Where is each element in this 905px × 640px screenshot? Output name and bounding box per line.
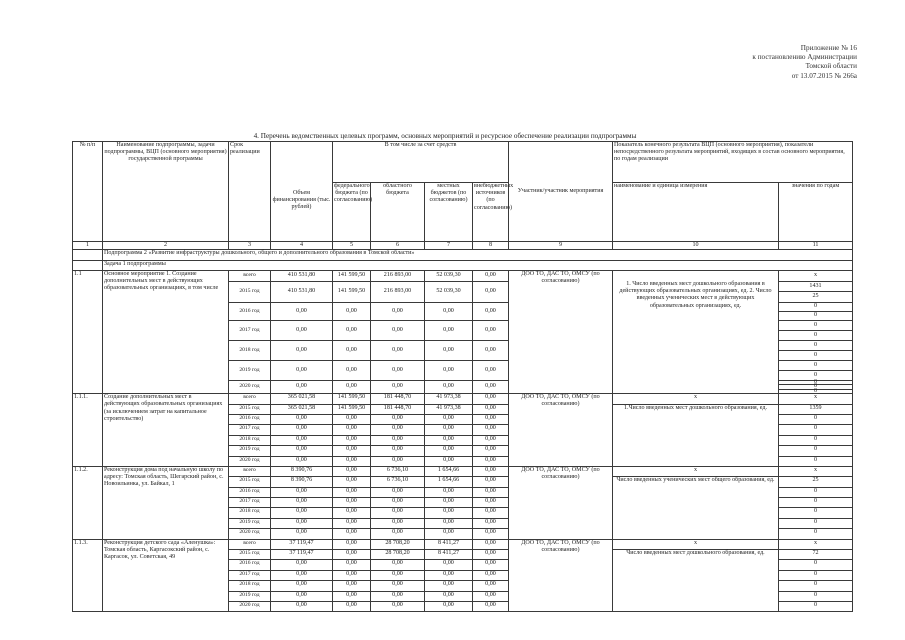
participant: ДОО ТО, ДАС ТО, ОМСУ (по согласованию) xyxy=(509,466,613,539)
period: 2020 год xyxy=(229,380,271,393)
extra-amount: 0,00 xyxy=(473,560,509,570)
header-ext: внебюджетных источников (по согласованию) xyxy=(473,183,509,242)
local-amount: 1 654,66 xyxy=(425,477,473,487)
regional-amount: 0,00 xyxy=(371,360,425,380)
appendix-line: к постановлению Администрации xyxy=(752,53,857,62)
federal-amount: 141 599,50 xyxy=(333,270,371,281)
extra-amount: 0,00 xyxy=(473,320,509,340)
extra-amount: 0,00 xyxy=(473,302,509,320)
federal-amount: 0,00 xyxy=(333,320,371,340)
regional-amount: 0,00 xyxy=(371,414,425,424)
indicator-value: 0 xyxy=(779,385,852,389)
indicator-value: 0 xyxy=(779,560,853,570)
local-amount: 0,00 xyxy=(425,518,473,528)
item-name: Создание дополнительных мест в действующих образовательных организациях (за исключением затрат на капитальное строительство) xyxy=(103,394,229,467)
program-table xyxy=(72,141,853,612)
total-amount: 0,00 xyxy=(271,560,333,570)
local-amount: 8 411,27 xyxy=(425,550,473,560)
header-total: Объем финансирования (тыс. рублей) xyxy=(271,142,333,242)
period: всего xyxy=(229,539,271,549)
header-fed: федерального бюджета (по согласованию) xyxy=(333,183,371,242)
period: 2015 год xyxy=(229,404,271,414)
indicator-value: 0 xyxy=(779,529,853,539)
regional-amount: 0,00 xyxy=(371,581,425,591)
period: 2018 год xyxy=(229,435,271,445)
period: 2018 год xyxy=(229,340,271,360)
regional-amount: 216 893,00 xyxy=(371,270,425,281)
regional-amount: 181 448,70 xyxy=(371,404,425,414)
total-amount: 0,00 xyxy=(271,508,333,518)
period: 2020 год xyxy=(229,456,271,466)
extra-amount: 0,00 xyxy=(473,508,509,518)
total-amount: 8 390,76 xyxy=(271,477,333,487)
total-amount: 0,00 xyxy=(271,601,333,611)
local-amount: 0,00 xyxy=(425,380,473,393)
total-amount: 0,00 xyxy=(271,380,333,393)
period: 2017 год xyxy=(229,320,271,340)
column-number: 7 xyxy=(425,242,473,250)
period: всего xyxy=(229,394,271,404)
appendix-line: Томской области xyxy=(805,62,857,71)
indicator-value: 0 xyxy=(779,601,853,611)
total-amount: 0,00 xyxy=(271,591,333,601)
local-amount: 0,00 xyxy=(425,601,473,611)
total-amount: 365 021,58 xyxy=(271,394,333,404)
regional-amount: 28 708,20 xyxy=(371,550,425,560)
column-number: 1 xyxy=(73,242,103,250)
indicator-x-cell: x xyxy=(613,466,779,476)
empty-cell xyxy=(73,250,103,260)
block-item-1-1-3 xyxy=(73,539,853,612)
period: 2018 год xyxy=(229,581,271,591)
regional-amount: 216 893,00 xyxy=(371,281,425,302)
column-number: 11 xyxy=(779,242,853,250)
local-amount: 0,00 xyxy=(425,425,473,435)
column-number: 10 xyxy=(613,242,779,250)
federal-amount: 0,00 xyxy=(333,425,371,435)
indicator-value: 1359 xyxy=(779,404,853,414)
period: 2019 год xyxy=(229,591,271,601)
item-number: 1.1.1. xyxy=(73,394,103,467)
federal-amount: 0,00 xyxy=(333,360,371,380)
regional-amount: 0,00 xyxy=(371,518,425,528)
total-amount: 8 390,76 xyxy=(271,466,333,476)
federal-amount: 0,00 xyxy=(333,601,371,611)
regional-amount: 0,00 xyxy=(371,560,425,570)
local-amount: 0,00 xyxy=(425,435,473,445)
indicator-value: 0 xyxy=(779,361,852,371)
header-values: значения по годам xyxy=(779,183,853,242)
federal-amount: 0,00 xyxy=(333,508,371,518)
indicator-value: 0 xyxy=(813,311,818,318)
document-title: 4. Перечень ведомственных целевых программ, основных мероприятий и ресурсное обеспечение реализации подпрограммы xyxy=(253,132,637,140)
item-number: 1.1.3. xyxy=(73,539,103,612)
indicator: 1.Число введенных мест дошкольного образования, ед. xyxy=(613,404,779,466)
total-amount: 0,00 xyxy=(271,581,333,591)
column-numbers-row xyxy=(73,242,853,250)
total-amount: 0,00 xyxy=(271,340,333,360)
indicator-value: 0 xyxy=(813,387,818,394)
item-number: 1.1 xyxy=(73,270,103,393)
local-amount: 0,00 xyxy=(425,487,473,497)
column-number: 5 xyxy=(333,242,371,250)
period: 2017 год xyxy=(229,498,271,508)
total-amount: 0,00 xyxy=(271,425,333,435)
regional-amount: 0,00 xyxy=(371,591,425,601)
extra-amount: 0,00 xyxy=(473,498,509,508)
regional-amount: 0,00 xyxy=(371,487,425,497)
item-name: Основное мероприятие 1. Создание дополнительных мест в действующих образовательных организациях, в том числе xyxy=(103,270,229,393)
appendix-line: Приложение № 16 xyxy=(800,44,857,52)
indicator-value: x xyxy=(779,539,853,549)
local-amount: 41 973,38 xyxy=(425,394,473,404)
period: 2016 год xyxy=(229,560,271,570)
header-row xyxy=(73,142,853,183)
local-amount: 52 039,30 xyxy=(425,281,473,302)
indicator-value: 1431 xyxy=(779,282,852,292)
extra-amount: 0,00 xyxy=(473,570,509,580)
federal-amount: 0,00 xyxy=(333,435,371,445)
extra-amount: 0,00 xyxy=(473,591,509,601)
column-number: 9 xyxy=(509,242,613,250)
values-cell xyxy=(779,380,853,393)
total-amount: 37 119,47 xyxy=(271,539,333,549)
regional-amount: 0,00 xyxy=(371,302,425,320)
total-amount: 410 531,80 xyxy=(271,270,333,281)
values-cell xyxy=(779,270,853,281)
empty-cell xyxy=(73,260,103,270)
federal-amount: 141 599,50 xyxy=(333,404,371,414)
column-number: 8 xyxy=(473,242,509,250)
total-amount: 37 119,47 xyxy=(271,550,333,560)
local-amount: 0,00 xyxy=(425,446,473,456)
federal-amount: 0,00 xyxy=(333,498,371,508)
federal-amount: 0,00 xyxy=(333,340,371,360)
values-cell xyxy=(779,360,853,380)
total-amount: 365 021,58 xyxy=(271,404,333,414)
federal-amount: 0,00 xyxy=(333,414,371,424)
local-amount: 52 039,30 xyxy=(425,270,473,281)
federal-amount: 0,00 xyxy=(333,487,371,497)
appendix-line: от 13.07.2015 № 266а xyxy=(791,71,857,80)
total-amount: 410 531,80 xyxy=(271,281,333,302)
regional-amount: 0,00 xyxy=(371,425,425,435)
period: 2019 год xyxy=(229,518,271,528)
item-number: 1.1.2. xyxy=(73,466,103,539)
column-number: 4 xyxy=(271,242,333,250)
regional-amount: 0,00 xyxy=(371,435,425,445)
local-amount: 0,00 xyxy=(425,456,473,466)
indicator-value: 0 xyxy=(779,381,852,385)
period: 2015 год xyxy=(229,550,271,560)
local-amount: 0,00 xyxy=(425,320,473,340)
column-number: 2 xyxy=(103,242,229,250)
indicator-value: 25 xyxy=(812,293,819,300)
indicator-value: 0 xyxy=(779,498,853,508)
block-item-1-1-2 xyxy=(73,466,853,539)
indicator-value: x xyxy=(779,394,853,404)
local-amount: 0,00 xyxy=(425,498,473,508)
local-amount: 0,00 xyxy=(425,581,473,591)
local-amount: 0,00 xyxy=(425,340,473,360)
federal-amount: 0,00 xyxy=(333,477,371,487)
period: всего xyxy=(229,466,271,476)
local-amount: 1 654,66 xyxy=(425,466,473,476)
period: 2015 год xyxy=(229,281,271,302)
extra-amount: 0,00 xyxy=(473,435,509,445)
period: 2016 год xyxy=(229,302,271,320)
regional-amount: 6 736,10 xyxy=(371,466,425,476)
total-amount: 0,00 xyxy=(271,435,333,445)
item-name: Реконструкция дома под начальную школу по адресу: Томская область, Шегарский район, с. Новоильинка, ул. Байкал, 1 xyxy=(103,466,229,539)
indicator-value: 72 xyxy=(779,550,853,560)
extra-amount: 0,00 xyxy=(473,550,509,560)
regional-amount: 0,00 xyxy=(371,601,425,611)
participant: ДОО ТО, ДАС ТО, ОМСУ (по согласованию) xyxy=(509,539,613,612)
period: 2016 год xyxy=(229,414,271,424)
regional-amount: 0,00 xyxy=(371,320,425,340)
regional-amount: 0,00 xyxy=(371,529,425,539)
period: 2019 год xyxy=(229,360,271,380)
values-cell xyxy=(779,281,853,302)
period: 2016 год xyxy=(229,487,271,497)
subprogram-title: Подпрограмма 2 «Развитие инфраструктуры дошкольного, общего и дополнительного образования в Томской области» xyxy=(103,250,853,260)
header-loc: местных бюджетов (по согласованию) xyxy=(425,183,473,242)
total-amount: 0,00 xyxy=(271,498,333,508)
federal-amount: 0,00 xyxy=(333,560,371,570)
header-period: Срок реализации xyxy=(229,142,271,242)
local-amount: 0,00 xyxy=(425,508,473,518)
regional-amount: 0,00 xyxy=(371,570,425,580)
header-group: В том числе за счет средств xyxy=(333,142,509,183)
table-row xyxy=(73,394,853,404)
extra-amount: 0,00 xyxy=(473,487,509,497)
header-indicator: наименование и единица измерения xyxy=(613,183,779,242)
federal-amount: 0,00 xyxy=(333,570,371,580)
regional-amount: 0,00 xyxy=(371,508,425,518)
header-name: Наименование подпрограммы, задачи подпрограммы, ВЦП (основного мероприятия) государственной программы xyxy=(103,142,229,242)
local-amount: 0,00 xyxy=(425,302,473,320)
local-amount: 0,00 xyxy=(425,560,473,570)
federal-amount: 141 599,50 xyxy=(333,394,371,404)
indicator-value: 0 xyxy=(779,321,852,331)
local-amount: 41 973,38 xyxy=(425,404,473,414)
federal-amount: 141 599,50 xyxy=(333,281,371,302)
indicator-value: 0 xyxy=(779,425,853,435)
values-cell xyxy=(779,320,853,340)
federal-amount: 0,00 xyxy=(333,539,371,549)
indicator-value: x xyxy=(779,466,853,476)
extra-amount: 0,00 xyxy=(473,477,509,487)
extra-amount: 0,00 xyxy=(473,601,509,611)
total-amount: 0,00 xyxy=(271,456,333,466)
appendix-block xyxy=(667,44,857,81)
regional-amount: 0,00 xyxy=(371,446,425,456)
extra-amount: 0,00 xyxy=(473,581,509,591)
extra-amount: 0,00 xyxy=(473,414,509,424)
total-amount: 0,00 xyxy=(271,518,333,528)
table-row xyxy=(73,270,853,281)
indicator-value: 0 xyxy=(779,508,853,518)
participant: ДОО ТО, ДАС ТО, ОМСУ (по согласованию) xyxy=(509,394,613,467)
indicator-value: 0 xyxy=(779,487,853,497)
period: 2018 год xyxy=(229,508,271,518)
extra-amount: 0,00 xyxy=(473,404,509,414)
indicator-value: 0 xyxy=(813,351,818,358)
column-number: 3 xyxy=(229,242,271,250)
indicator-x-cell: x xyxy=(613,394,779,404)
extra-amount: 0,00 xyxy=(473,281,509,302)
indicator-value: 0 xyxy=(779,303,852,312)
regional-amount: 0,00 xyxy=(371,456,425,466)
federal-amount: 0,00 xyxy=(333,550,371,560)
indicator-value: 0 xyxy=(779,414,853,424)
indicator-value: 0 xyxy=(779,446,853,456)
block-main-measure xyxy=(73,270,853,393)
federal-amount: 0,00 xyxy=(333,581,371,591)
indicator-value: 0 xyxy=(779,591,853,601)
table-row xyxy=(73,539,853,549)
extra-amount: 0,00 xyxy=(473,340,509,360)
header-num: № п/п xyxy=(73,142,103,242)
indicator: 1. Число введенных мест дошкольного образования в действующих образовательных организациях, ед. 2. Число введенных ученических мест в действующих образовательных организациях, ед. xyxy=(613,270,779,393)
period: 2015 год xyxy=(229,477,271,487)
total-amount: 0,00 xyxy=(271,529,333,539)
total-amount: 0,00 xyxy=(271,320,333,340)
extra-amount: 0,00 xyxy=(473,425,509,435)
indicator-value: 0 xyxy=(813,371,818,378)
total-amount: 0,00 xyxy=(271,570,333,580)
extra-amount: 0,00 xyxy=(473,446,509,456)
extra-amount: 0,00 xyxy=(473,529,509,539)
indicator-value: 0 xyxy=(779,456,853,466)
period: 2017 год xyxy=(229,570,271,580)
local-amount: 0,00 xyxy=(425,360,473,380)
regional-amount: 0,00 xyxy=(371,498,425,508)
total-amount: 0,00 xyxy=(271,446,333,456)
local-amount: 0,00 xyxy=(425,570,473,580)
header-group2: Показатель конечного результата ВЦП (основного мероприятия), показатели непосредственного результата мероприятий, входящих в состав основного мероприятия, по годам реализации xyxy=(613,142,853,183)
total-amount: 0,00 xyxy=(271,414,333,424)
extra-amount: 0,00 xyxy=(473,518,509,528)
regional-amount: 6 736,10 xyxy=(371,477,425,487)
regional-amount: 0,00 xyxy=(371,340,425,360)
indicator-value: 25 xyxy=(779,477,853,487)
table-row xyxy=(73,466,853,476)
task-row xyxy=(73,260,853,270)
header-reg: областного бюджета xyxy=(371,183,425,242)
values-cell xyxy=(779,340,853,360)
extra-amount: 0,00 xyxy=(473,360,509,380)
local-amount: 0,00 xyxy=(425,591,473,601)
regional-amount: 0,00 xyxy=(371,380,425,393)
local-amount: 8 411,27 xyxy=(425,539,473,549)
federal-amount: 0,00 xyxy=(333,518,371,528)
federal-amount: 0,00 xyxy=(333,446,371,456)
extra-amount: 0,00 xyxy=(473,466,509,476)
total-amount: 0,00 xyxy=(271,302,333,320)
federal-amount: 0,00 xyxy=(333,529,371,539)
regional-amount: 28 708,20 xyxy=(371,539,425,549)
period: 2020 год xyxy=(229,529,271,539)
indicator: Число введенных ученических мест общего образования, ед. xyxy=(613,477,779,539)
indicator-value: x xyxy=(813,271,818,278)
indicator: Число введенных мест дошкольного образования, ед. xyxy=(613,550,779,612)
indicator-value: 0 xyxy=(779,518,853,528)
header-participant: Участник/участник мероприятия xyxy=(509,142,613,242)
federal-amount: 0,00 xyxy=(333,591,371,601)
federal-amount: 0,00 xyxy=(333,302,371,320)
extra-amount: 0,00 xyxy=(473,539,509,549)
extra-amount: 0,00 xyxy=(473,270,509,281)
subprogram-row xyxy=(73,250,853,260)
local-amount: 0,00 xyxy=(425,414,473,424)
indicator-value: 0 xyxy=(779,435,853,445)
federal-amount: 0,00 xyxy=(333,380,371,393)
column-number: 6 xyxy=(371,242,425,250)
local-amount: 0,00 xyxy=(425,529,473,539)
extra-amount: 0,00 xyxy=(473,394,509,404)
period: 2020 год xyxy=(229,601,271,611)
regional-amount: 181 448,70 xyxy=(371,394,425,404)
extra-amount: 0,00 xyxy=(473,456,509,466)
indicator-x-cell: x xyxy=(613,539,779,549)
indicator-value: 0 xyxy=(779,570,853,580)
period: всего xyxy=(229,270,271,281)
item-name: Реконструкция детского сада «Аленушка»: Томская область, Каргасокский район, с. Каргасок, ул. Советская, 49 xyxy=(103,539,229,612)
total-amount: 0,00 xyxy=(271,487,333,497)
indicator-value: 0 xyxy=(779,341,852,351)
participant: ДОО ТО, ДАС ТО, ОМСУ (по согласованию) xyxy=(509,270,613,393)
federal-amount: 0,00 xyxy=(333,456,371,466)
extra-amount: 0,00 xyxy=(473,380,509,393)
total-amount: 0,00 xyxy=(271,360,333,380)
block-item-1-1-1 xyxy=(73,394,853,467)
values-cell xyxy=(779,302,853,320)
period: 2019 год xyxy=(229,446,271,456)
period: 2017 год xyxy=(229,425,271,435)
task-title: Задача 1 подпрограммы xyxy=(103,260,853,270)
federal-amount: 0,00 xyxy=(333,466,371,476)
indicator-value: 0 xyxy=(813,331,818,338)
indicator-value: 0 xyxy=(779,581,853,591)
